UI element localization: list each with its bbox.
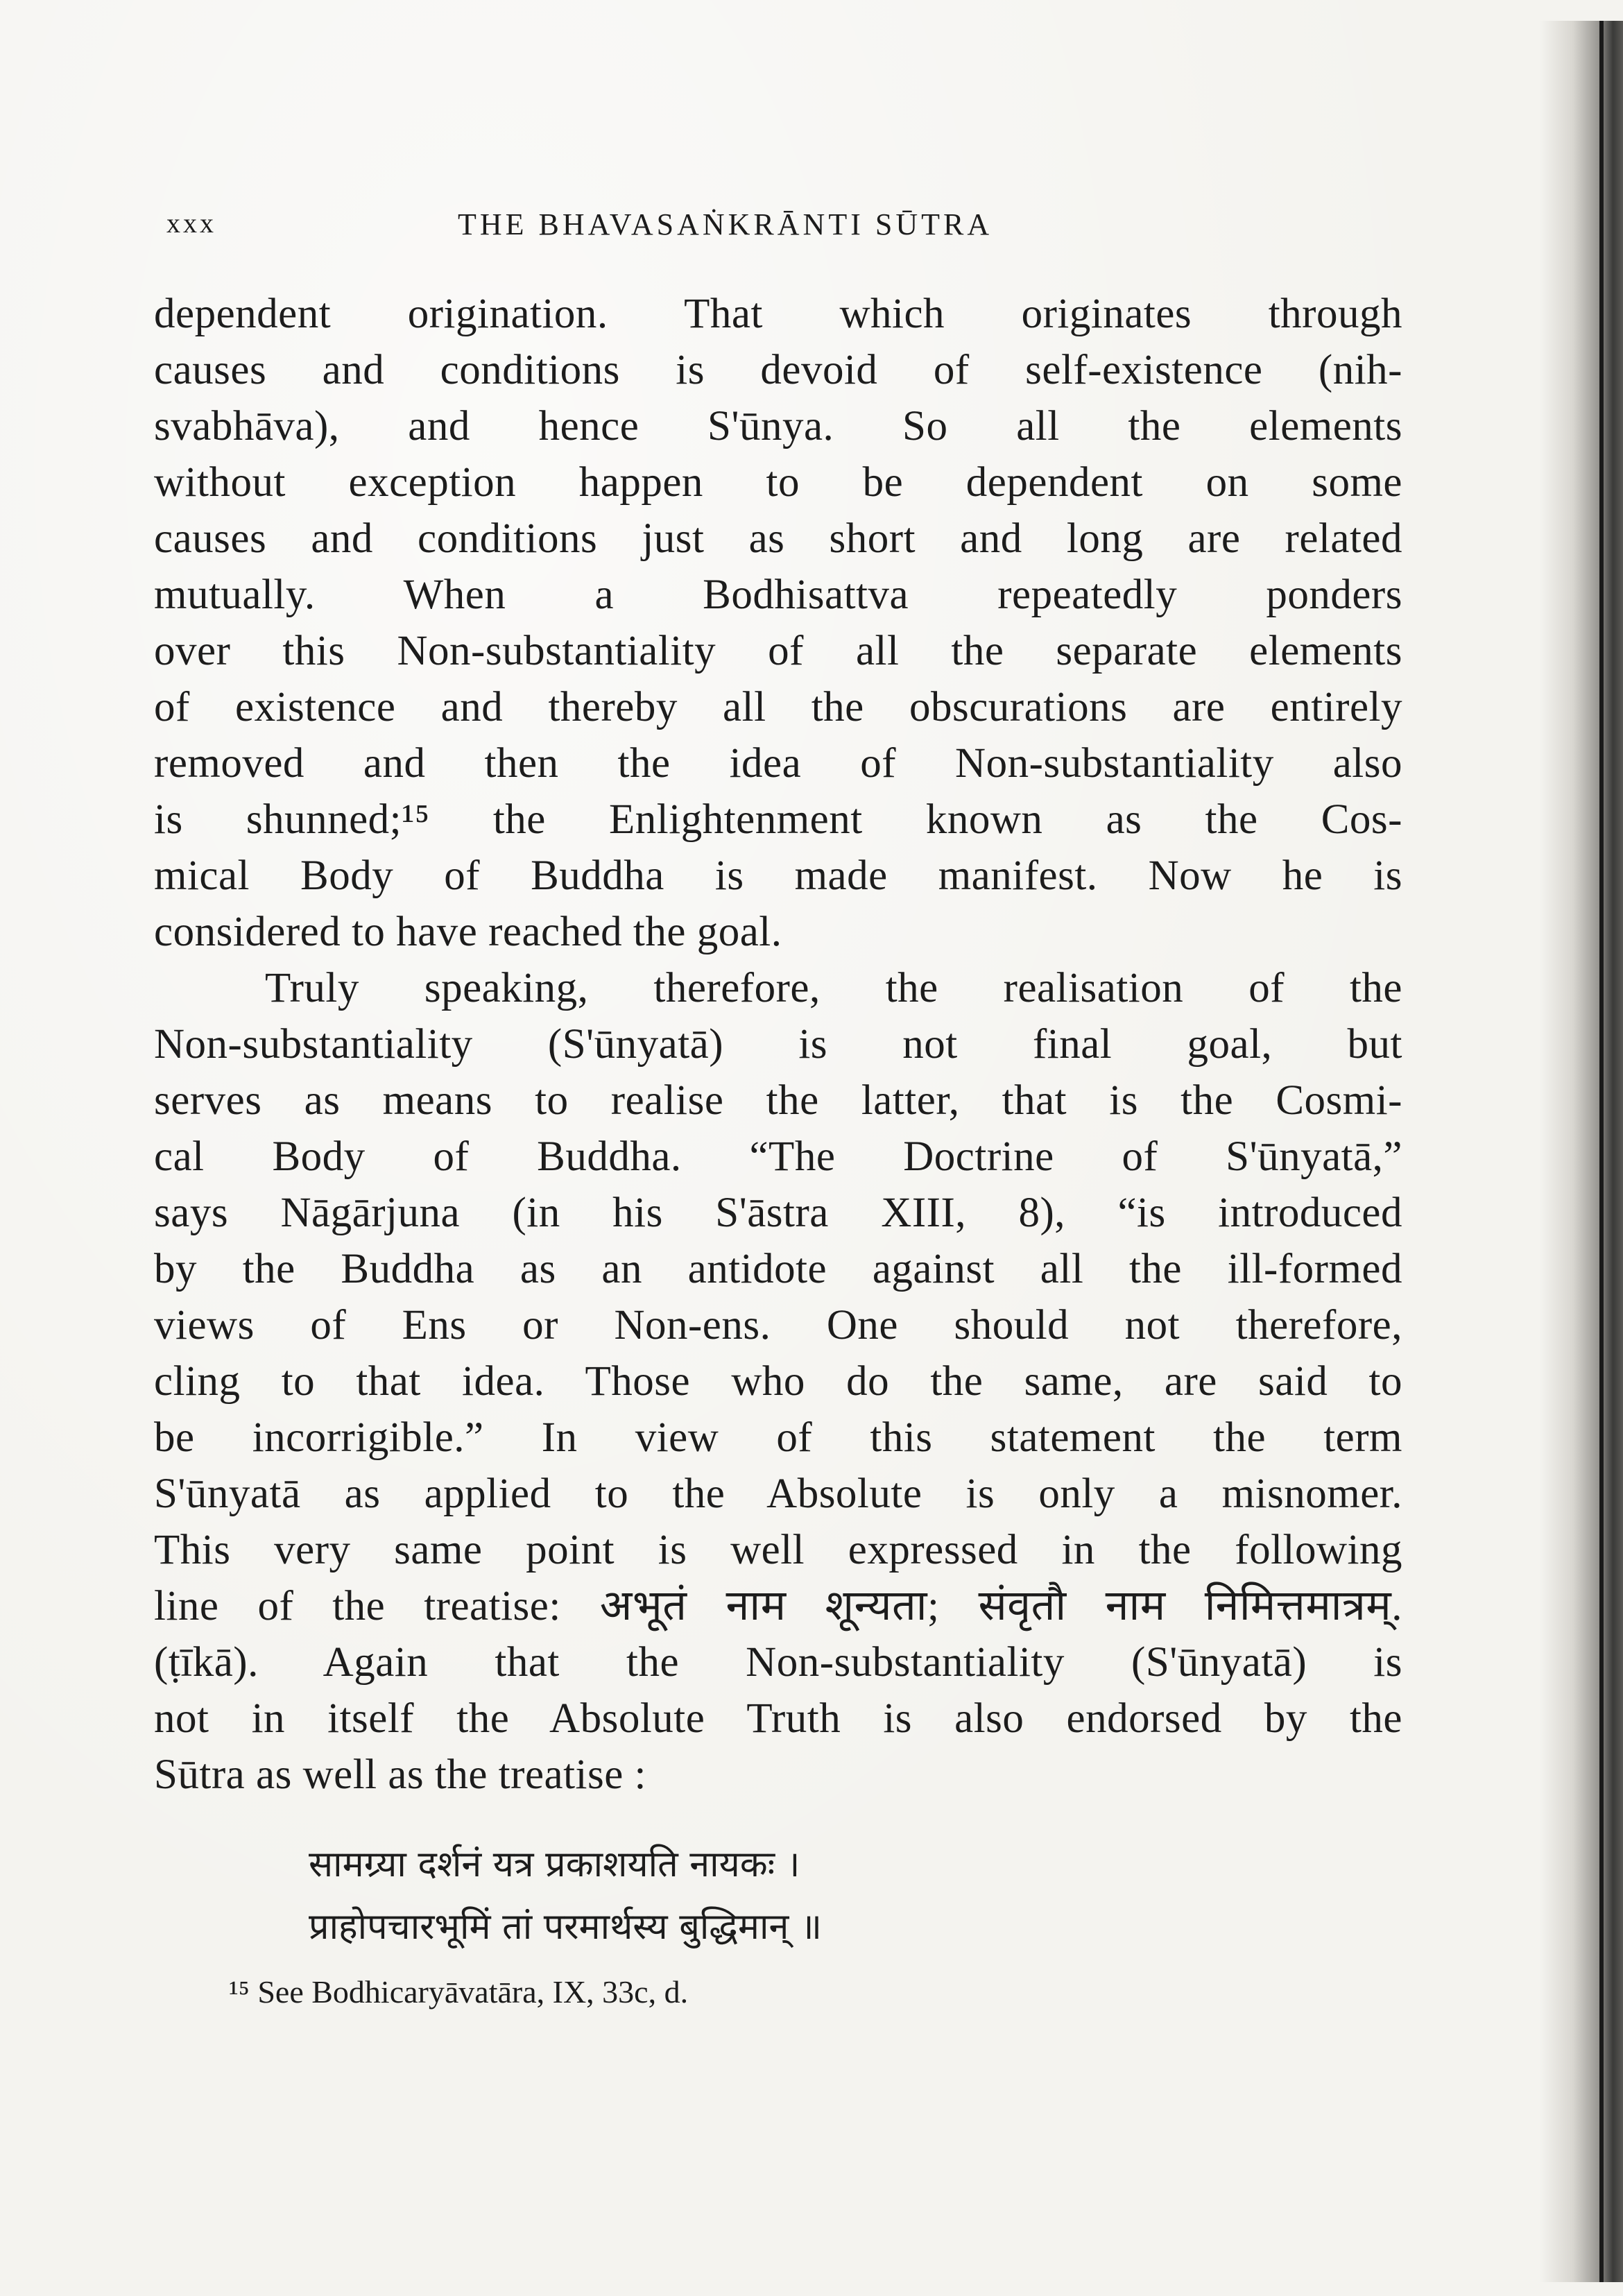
text-line: is shunned;¹⁵ the Enlightenment known as the Cos-	[154, 796, 1402, 843]
text-line: (ṭīkā). Again that the Non-substantiality (S'ūnyatā) is	[154, 1639, 1402, 1686]
text-line: cal Body of Buddha. “The Doctrine of S'ūnyatā,”	[154, 1133, 1402, 1180]
text-line: S'ūnyatā as applied to the Absolute is only a misnomer.	[154, 1471, 1402, 1517]
sanskrit-verse-line: सामग्र्या दर्शनं यत्र प्रकाशयति नायकः ।	[309, 1844, 800, 1885]
text-line: cling to that idea. Those who do the same, are said to	[154, 1358, 1402, 1405]
body-text	[154, 286, 1402, 1803]
text-line: Sūtra as well as the treatise :	[154, 1751, 647, 1798]
text-line: serves as means to realise the latter, that is the Cosmi-	[154, 1077, 1402, 1124]
text-line: considered to have reached the goal.	[154, 909, 782, 955]
footnote: ¹⁵ See Bodhicaryāvatāra, IX, 33c, d.	[229, 1974, 689, 2010]
text-line: says Nāgārjuna (in his S'āstra XIII, 8), “is introduced	[154, 1190, 1402, 1236]
paragraph-start-line: Truly speaking, therefore, the realisation of the	[265, 965, 1402, 1011]
page-binding-edge	[1599, 21, 1604, 2282]
text-line: be incorrigible.” In view of this statement the term	[154, 1414, 1402, 1461]
text-line: svabhāva), and hence S'ūnya. So all the elements	[154, 403, 1402, 449]
text-line: by the Buddha as an antidote against all the ill-formed	[154, 1246, 1402, 1292]
page-binding-shadow	[1540, 21, 1623, 2282]
text-line: This very same point is well expressed in the following	[154, 1527, 1402, 1573]
text-line: Non-substantiality (S'ūnyatā) is not final goal, but	[154, 1021, 1402, 1068]
text-line: dependent origination. That which originates through	[154, 291, 1402, 337]
page-number: xxx	[166, 207, 216, 239]
sanskrit-verse-line: प्राहोपचारभूमिं तां परमार्थस्य बुद्धिमान् ॥	[309, 1906, 823, 1948]
running-title: THE BHAVASAṄKRĀNTI SŪTRA	[458, 207, 993, 241]
text-line: causes and conditions just as short and long are related	[154, 515, 1402, 562]
text-line: not in itself the Absolute Truth is also endorsed by the	[154, 1695, 1402, 1742]
text-line: without exception happen to be dependent on some	[154, 459, 1402, 506]
text-line: views of Ens or Non-ens. One should not therefore,	[154, 1302, 1402, 1348]
text-line: mutually. When a Bodhisattva repeatedly ponders	[154, 572, 1402, 618]
text-line: over this Non-substantiality of all the separate elements	[154, 628, 1402, 674]
text-line: of existence and thereby all the obscurations are entirely	[154, 684, 1402, 730]
text-line: removed and then the idea of Non-substantiality also	[154, 740, 1402, 787]
running-head	[166, 207, 1415, 248]
text-line: line of the treatise: अभूतं नाम शून्यता; संवृतौ नाम निमित्तमात्रम्.	[154, 1583, 1402, 1629]
text-line: mical Body of Buddha is made manifest. Now he is	[154, 853, 1402, 899]
text-line: causes and conditions is devoid of self-existence (nih-	[154, 347, 1402, 393]
